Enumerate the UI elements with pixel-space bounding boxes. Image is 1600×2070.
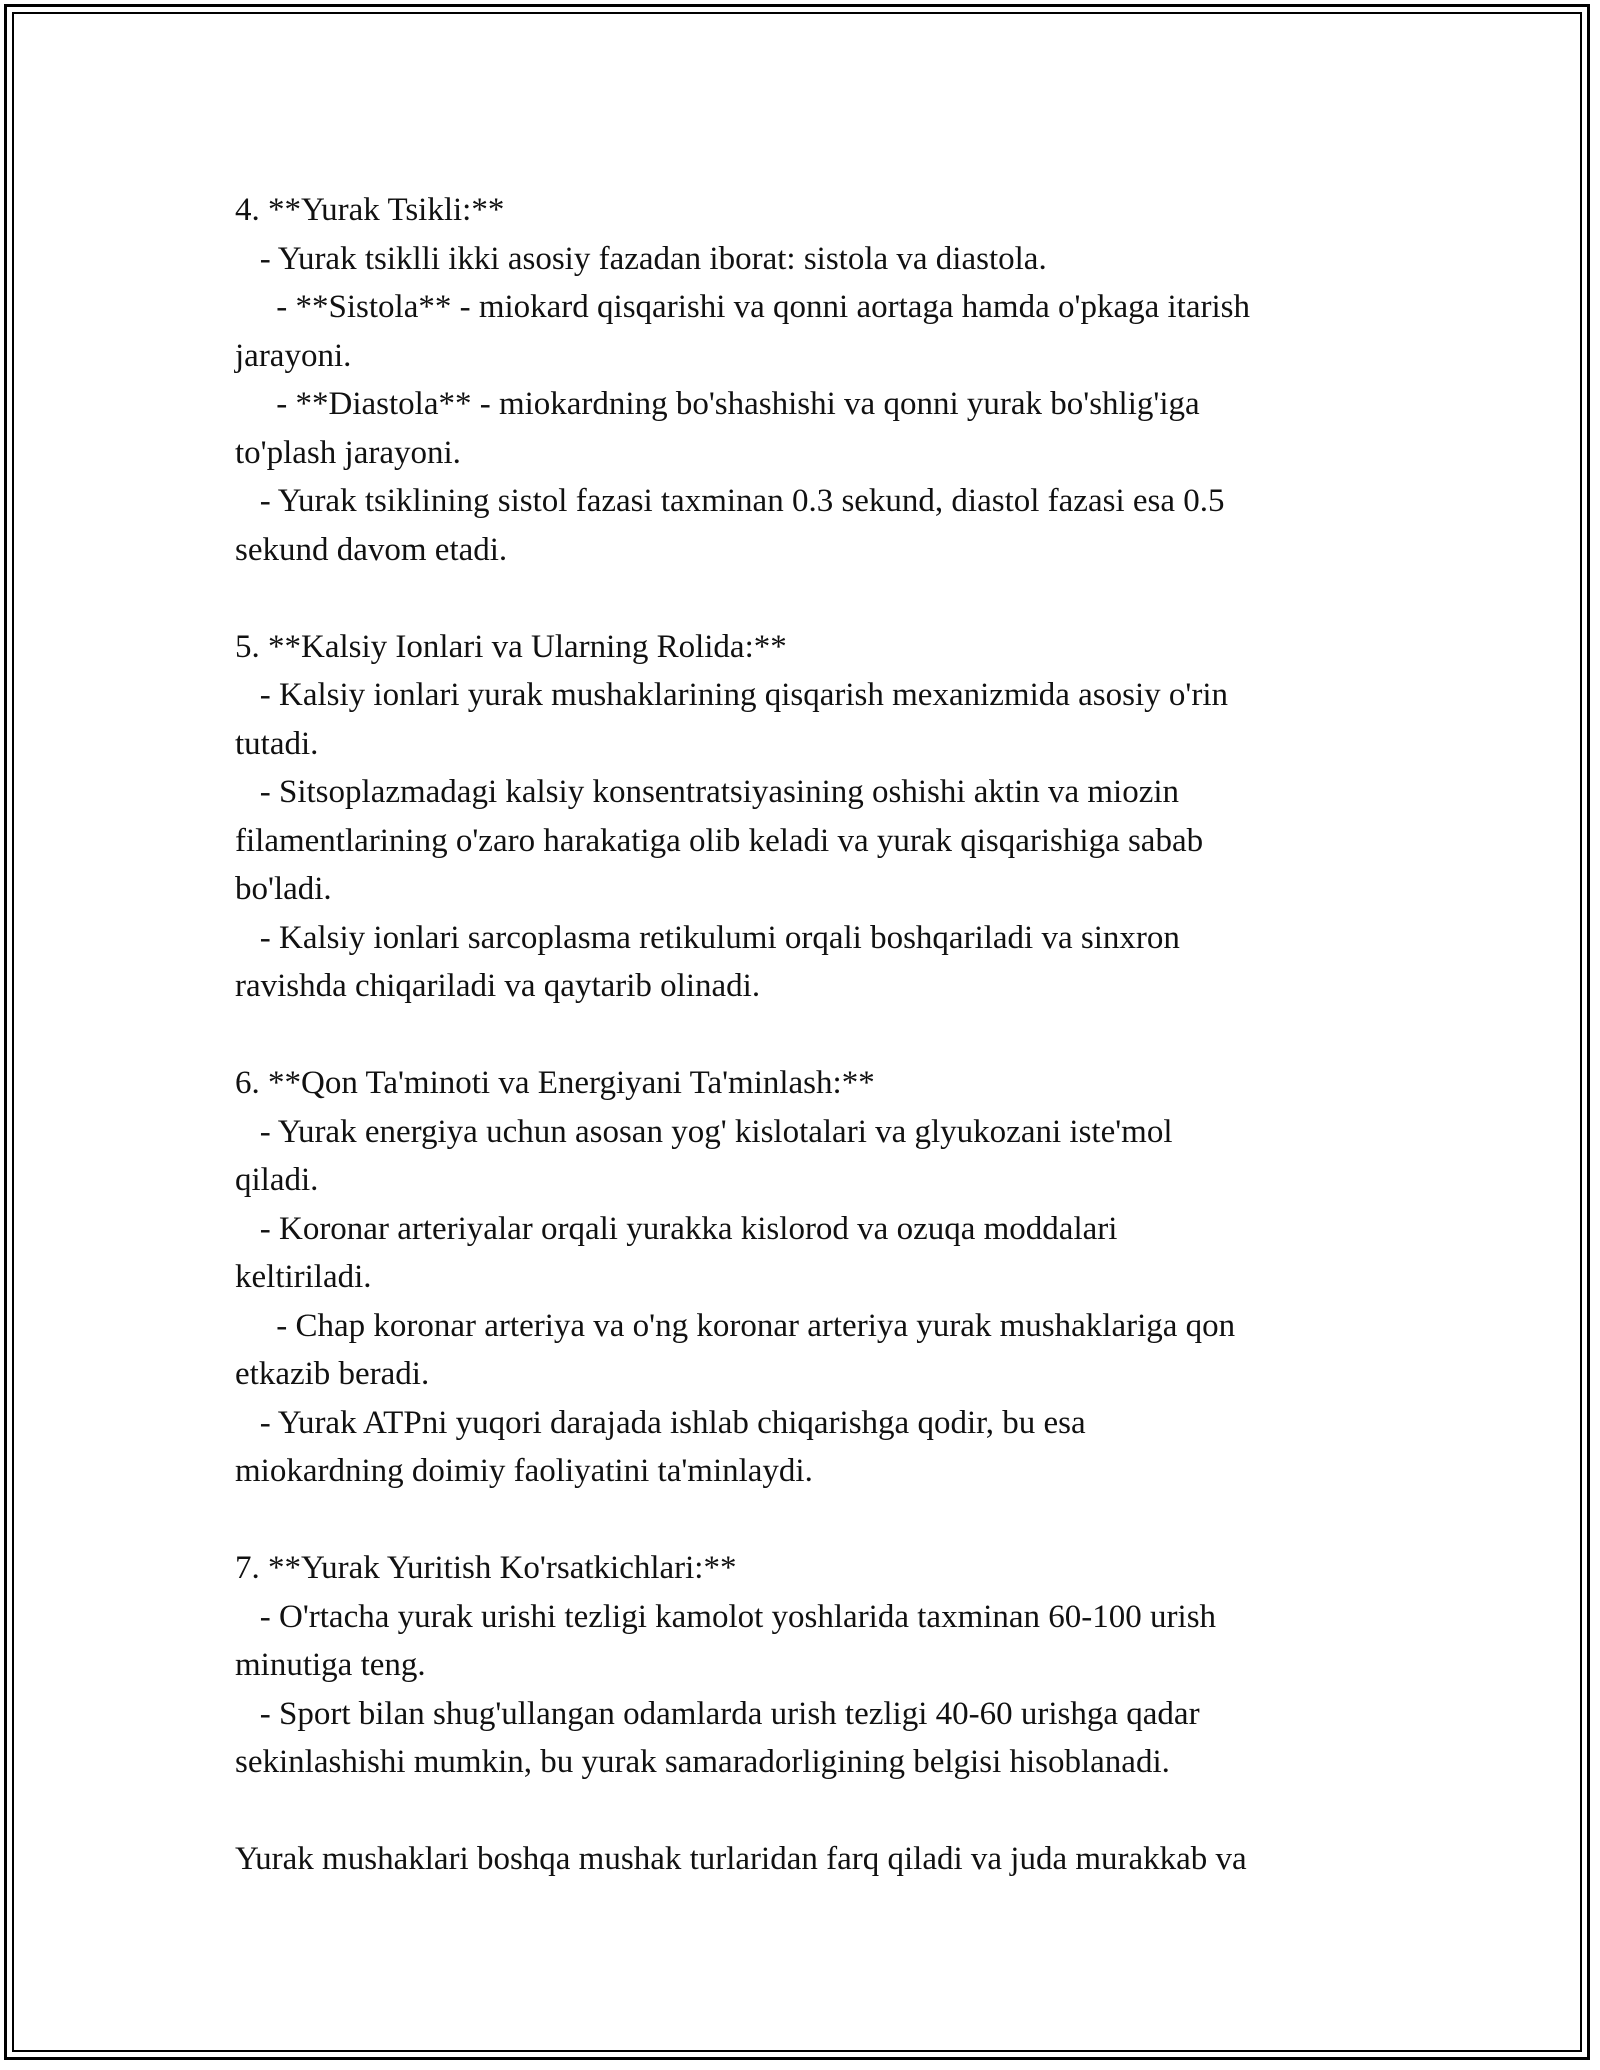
list-item: - Kalsiy ionlari yurak mushaklarining qisqarish mexanizmida asosiy o'rin: [235, 677, 1228, 713]
list-item-continuation: to'plash jarayoni.: [235, 434, 461, 471]
section-heading: 6. **Qon Ta'minoti va Energiyani Ta'minlash:**: [235, 1065, 875, 1101]
list-item-continuation: miokardning doimiy faoliyatini ta'minlaydi.: [235, 1453, 813, 1489]
section-yurak-tsikli: [235, 186, 1385, 574]
list-item-continuation: sekund davom etadi.: [235, 531, 508, 568]
list-item: - Chap koronar arteriya va o'ng koronar arteriya yurak mushaklariga qon: [235, 1307, 1236, 1344]
list-item: - Sitsoplazmadagi kalsiy konsentratsiyasining oshishi aktin va miozin: [235, 774, 1180, 810]
paragraph-line: Yurak mushaklari boshqa mushak turlaridan farq qiladi va juda murakkab va: [235, 1841, 1247, 1877]
list-item: - **Sistola** - miokard qisqarishi va qonni aortaga hamda o'pkaga itarish: [235, 289, 1250, 325]
list-item: - Kalsiy ionlari sarcoplasma retikulumi orqali boshqariladi va sinxron: [235, 919, 1180, 956]
list-item: - Yurak ATPni yuqori darajada ishlab chiqarishga qodir, bu esa: [235, 1404, 1086, 1441]
list-item: - O'rtacha yurak urishi tezligi kamolot yoshlarida taxminan 60-100 urish: [235, 1598, 1217, 1635]
paragraph-gap: [235, 1787, 1385, 1836]
paragraph-gap: [235, 574, 1385, 623]
paragraph-gap: [235, 1011, 1385, 1060]
list-item-continuation: minutiga teng.: [235, 1647, 426, 1683]
list-item-continuation: jarayoni.: [235, 337, 352, 374]
list-item-continuation: etkazib beradi.: [235, 1356, 430, 1392]
document-body: [235, 186, 1385, 1884]
closing-paragraph: [235, 1835, 1385, 1884]
section-heading: 4. **Yurak Tsikli:**: [235, 192, 505, 228]
list-item: - Sport bilan shug'ullangan odamlarda urish tezligi 40-60 urishga qadar: [235, 1695, 1200, 1732]
list-item-continuation: ravishda chiqariladi va qaytarib olinadi.: [235, 968, 761, 1004]
section-kalsiy-ionlari: [235, 623, 1385, 1011]
list-item-continuation: qiladi.: [235, 1162, 319, 1198]
paragraph-gap: [235, 1496, 1385, 1545]
section-qon-taminoti: [235, 1059, 1385, 1496]
list-item: - Yurak tsiklli ikki asosiy fazadan iborat: sistola va diastola.: [235, 240, 1047, 277]
list-item-continuation: keltiriladi.: [235, 1259, 372, 1295]
list-item: - **Diastola** - miokardning bo'shashishi va qonni yurak bo'shlig'iga: [235, 386, 1200, 422]
section-yuritish-korsatkichlari: [235, 1544, 1385, 1787]
list-item-continuation: tutadi.: [235, 725, 319, 762]
list-item-continuation: bo'ladi.: [235, 871, 332, 907]
section-heading: 7. **Yurak Yuritish Ko'rsatkichlari:**: [235, 1550, 737, 1586]
section-heading: 5. **Kalsiy Ionlari va Ularning Rolida:**: [235, 628, 787, 665]
list-item: - Yurak energiya uchun asosan yog' kislotalari va glyukozani iste'mol: [235, 1113, 1173, 1150]
list-item-continuation: filamentlarining o'zaro harakatiga olib keladi va yurak qisqarishiga sabab: [235, 822, 1204, 859]
list-item: - Yurak tsiklining sistol fazasi taxminan 0.3 sekund, diastol fazasi esa 0.5: [235, 483, 1225, 519]
list-item: - Koronar arteriyalar orqali yurakka kislorod va ozuqa moddalari: [235, 1210, 1118, 1247]
list-item-continuation: sekinlashishi mumkin, bu yurak samaradorligining belgisi hisoblanadi.: [235, 1744, 1170, 1780]
